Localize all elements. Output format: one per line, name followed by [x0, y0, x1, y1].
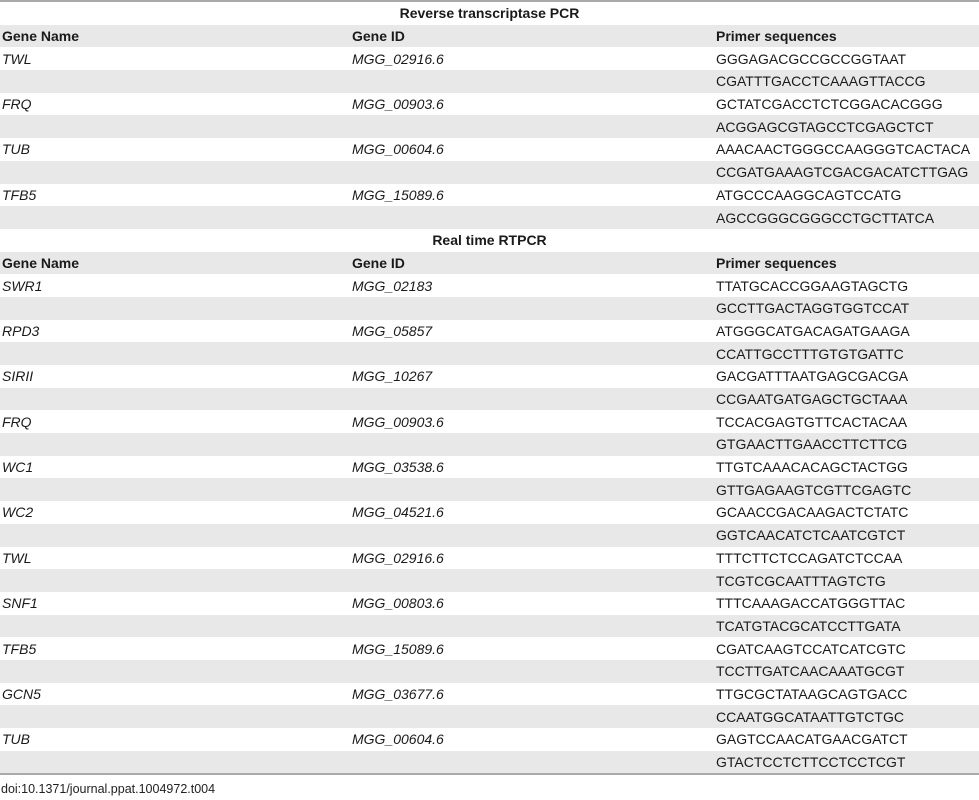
primer-sequence-cell: GACGATTTAATGAGCGACGA	[716, 368, 909, 385]
column-header-row	[0, 25, 979, 48]
gene-id-cell: MGG_00903.6	[352, 96, 444, 113]
gene-id-cell: MGG_04521.6	[352, 504, 444, 521]
doi-caption: doi:10.1371/journal.ppat.1004972.t004	[1, 782, 216, 796]
gene-name-cell: TFB5	[2, 186, 37, 203]
primer-sequence-cell: GTACTCCTCTTCCTCCTCGT	[716, 754, 906, 771]
table-row	[0, 660, 979, 683]
table-row	[0, 524, 979, 547]
table-row	[0, 728, 979, 751]
primer-sequence-cell: TTATGCACCGGAAGTAGCTG	[716, 277, 909, 294]
section-title: Reverse transcriptase PCR	[0, 2, 979, 25]
table-row	[0, 365, 979, 388]
primer-sequence-cell: GCTATCGACCTCTCGGACACGGG	[716, 96, 943, 113]
primer-sequence-cell: GTTGAGAAGTCGTTCGAGTC	[716, 481, 912, 498]
primer-sequence-cell: AGCCGGGCGGGCCTGCTTATCA	[716, 209, 935, 226]
primer-sequence-cell: TCCTTGATCAACAAATGCGT	[716, 663, 905, 680]
gene-id-cell: MGG_03538.6	[352, 459, 444, 476]
gene-name-cell: TUB	[2, 731, 30, 748]
gene-id-cell: MGG_05857	[352, 322, 433, 339]
column-header: Gene Name	[2, 28, 80, 45]
gene-id-cell: MGG_00803.6	[352, 595, 444, 612]
table-row	[0, 683, 979, 706]
table-row	[0, 297, 979, 320]
column-header: Gene Name	[2, 254, 80, 271]
gene-name-cell: WC2	[2, 504, 34, 521]
gene-id-cell: MGG_15089.6	[352, 186, 444, 203]
primer-sequence-cell: ATGCCCAAGGCAGTCCATG	[716, 186, 902, 203]
primer-sequence-cell: TTGTCAAACACAGCTACTGG	[716, 459, 908, 476]
table-row	[0, 547, 979, 570]
section-title: Real time RTPCR	[0, 229, 979, 252]
gene-name-cell: GCN5	[2, 685, 41, 702]
gene-name-cell: TUB	[2, 141, 30, 158]
primer-sequence-cell: TCATGTACGCATCCTTGATA	[716, 617, 901, 634]
table-row	[0, 47, 979, 70]
table-row	[0, 410, 979, 433]
primer-sequence-cell: TTTCTTCTCCAGATCTCCAA	[716, 549, 903, 566]
column-header: Primer sequences	[716, 254, 837, 271]
gene-id-cell: MGG_03677.6	[352, 685, 444, 702]
table-row	[0, 388, 979, 411]
table-row	[0, 161, 979, 184]
gene-id-cell: MGG_02916.6	[352, 50, 444, 67]
gene-name-cell: SIRII	[2, 368, 34, 385]
primer-sequence-cell: ACGGAGCGTAGCCTCGAGCTCT	[716, 118, 934, 135]
table-row	[0, 751, 979, 774]
primer-sequence-cell: CCAATGGCATAATTGTCTGC	[716, 708, 904, 725]
primer-sequence-cell: CCGATGAAAGTCGACGACATCTTGAG	[716, 164, 969, 181]
gene-id-cell: MGG_10267	[352, 368, 433, 385]
gene-id-cell: MGG_00604.6	[352, 141, 444, 158]
table-row	[0, 70, 979, 93]
gene-id-cell: MGG_15089.6	[352, 640, 444, 657]
gene-id-cell: MGG_02183	[352, 277, 433, 294]
gene-name-cell: FRQ	[2, 96, 32, 113]
gene-name-cell: TFB5	[2, 640, 37, 657]
primer-sequence-cell: CGATCAAGTCCATCATCGTC	[716, 640, 906, 657]
primer-sequence-cell: ATGGGCATGACAGATGAAGA	[716, 322, 910, 339]
table-row	[0, 637, 979, 660]
primer-sequence-cell: GGTCAACATCTCAATCGTCT	[716, 527, 906, 544]
primer-sequence-cell: GGGAGACGCCGCCGGTAAT	[716, 50, 907, 67]
table-row	[0, 592, 979, 615]
table-row	[0, 93, 979, 116]
gene-name-cell: SNF1	[2, 595, 38, 612]
primer-sequence-cell: AAACAACTGGGCCAAGGGTCACTACA	[716, 141, 971, 158]
table-row	[0, 433, 979, 456]
primer-sequence-cell: CCATTGCCTTTGTGTGATTC	[716, 345, 904, 362]
table-row	[0, 569, 979, 592]
gene-id-cell: MGG_00604.6	[352, 731, 444, 748]
primer-sequence-cell: CGATTTGACCTCAAAGTTACCG	[716, 73, 926, 90]
table-row	[0, 138, 979, 161]
primer-sequence-cell: GCAACCGACAAGACTCTATC	[716, 504, 909, 521]
primer-sequence-cell: TCCACGAGTGTTCACTACAA	[716, 413, 908, 430]
column-header-row	[0, 252, 979, 275]
table-row	[0, 478, 979, 501]
table-row	[0, 501, 979, 524]
bottom-rule	[0, 773, 979, 775]
table-row	[0, 615, 979, 638]
gene-name-cell: FRQ	[2, 413, 32, 430]
column-header: Gene ID	[352, 254, 405, 271]
primer-sequence-cell: GAGTCCAACATGAACGATCT	[716, 731, 908, 748]
table-row	[0, 705, 979, 728]
gene-name-cell: SWR1	[2, 277, 43, 294]
primer-sequence-cell: TTTCAAAGACCATGGGTTAC	[716, 595, 906, 612]
table-row	[0, 184, 979, 207]
table-row	[0, 115, 979, 138]
primer-sequence-cell: GCCTTGACTAGGTGGTCCAT	[716, 300, 910, 317]
primer-sequence-cell: TTGCGCTATAAGCAGTGACC	[716, 685, 908, 702]
table-row	[0, 342, 979, 365]
gene-name-cell: RPD3	[2, 322, 40, 339]
column-header: Primer sequences	[716, 28, 837, 45]
column-header: Gene ID	[352, 28, 405, 45]
primer-sequence-cell: GTGAACTTGAACCTTCTTCG	[716, 436, 908, 453]
table-row	[0, 320, 979, 343]
gene-id-cell: MGG_02916.6	[352, 549, 444, 566]
gene-name-cell: TWL	[2, 549, 32, 566]
table-row	[0, 206, 979, 229]
primer-sequence-cell: CCGAATGATGAGCTGCTAAA	[716, 391, 908, 408]
gene-name-cell: TWL	[2, 50, 32, 67]
gene-id-cell: MGG_00903.6	[352, 413, 444, 430]
table-row	[0, 274, 979, 297]
table-row	[0, 456, 979, 479]
primer-sequence-cell: TCGTCGCAATTTAGTCTG	[716, 572, 886, 589]
table-body	[0, 2, 979, 773]
gene-name-cell: WC1	[2, 459, 34, 476]
